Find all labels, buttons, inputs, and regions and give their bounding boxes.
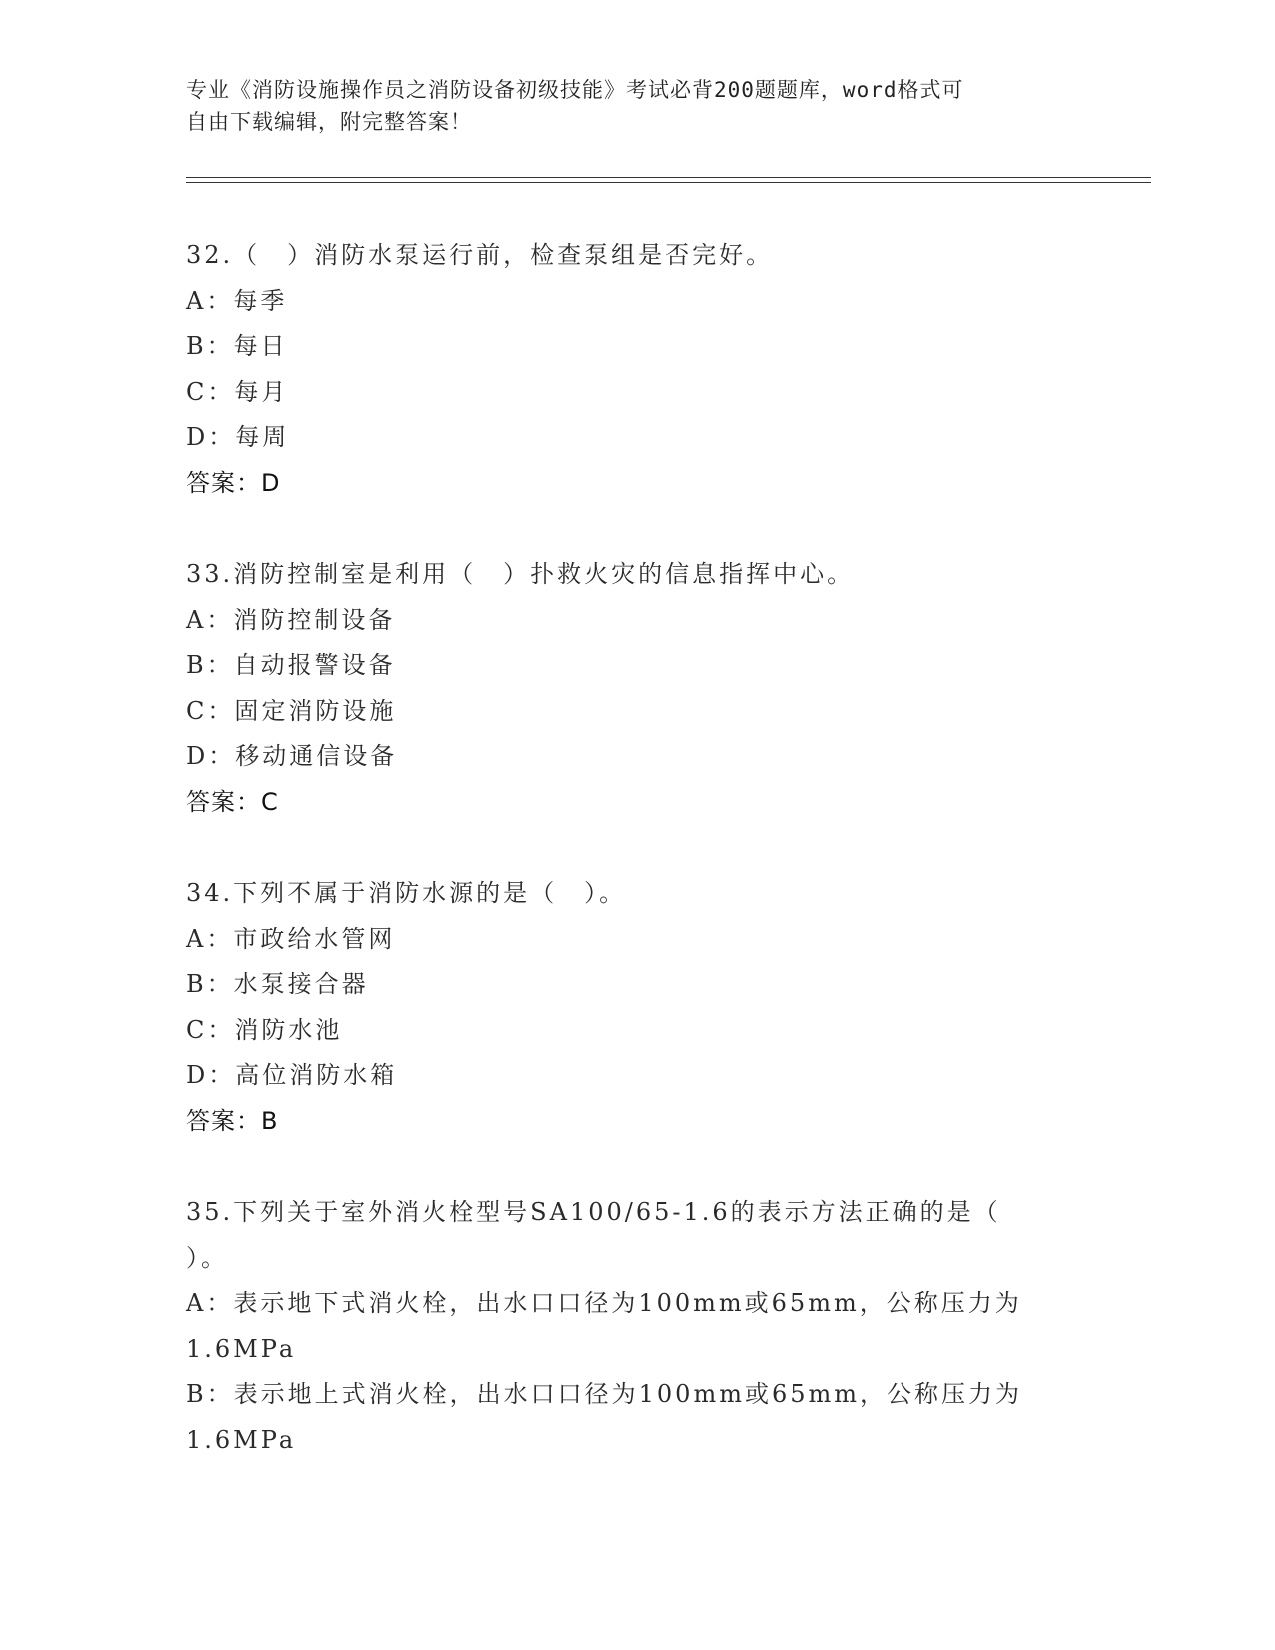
question-32 bbox=[186, 233, 1086, 506]
question-35 bbox=[186, 1190, 1086, 1463]
option-b: B：每日 bbox=[186, 332, 288, 360]
option-c: C：每月 bbox=[186, 377, 289, 406]
question-stem: 32.（ ）消防水泵运行前，检查泵组是否完好。 bbox=[186, 241, 774, 269]
option-c: C：消防水池 bbox=[186, 1015, 343, 1044]
answer: 答案：D bbox=[186, 468, 281, 497]
option-d: D：每周 bbox=[186, 423, 290, 451]
header-divider-bottom bbox=[186, 182, 1151, 183]
question-stem: 33.消防控制室是利用（ ）扑救火灾的信息指挥中心。 bbox=[186, 560, 855, 588]
option-b: B：自动报警设备 bbox=[186, 651, 396, 679]
question-stem-line-1: 35.下列关于室外消火栓型号SA100/65-1.6的表示方法正确的是（ bbox=[186, 1198, 1001, 1226]
option-a: A：表示地下式消火栓，出水口口径为100mm或65mm，公称压力为 bbox=[186, 1289, 1022, 1317]
option-a: A：消防控制设备 bbox=[186, 605, 396, 634]
answer: 答案：C bbox=[186, 787, 279, 816]
header-line-2: 自由下载编辑，附完整答案！ bbox=[186, 110, 472, 134]
option-a: A：市政给水管网 bbox=[186, 924, 396, 953]
question-34 bbox=[186, 871, 1086, 1144]
question-stem-line-2: ）。 bbox=[186, 1243, 228, 1272]
answer: 答案：B bbox=[186, 1106, 279, 1135]
option-a-continued: 1.6MPa bbox=[186, 1334, 297, 1363]
option-b: B：表示地上式消火栓，出水口口径为100mm或65mm，公称压力为 bbox=[186, 1380, 1023, 1408]
question-33 bbox=[186, 552, 1086, 825]
option-b-continued: 1.6MPa bbox=[186, 1425, 297, 1454]
document-header bbox=[186, 74, 1086, 138]
header-line-1: 专业《消防设施操作员之消防设备初级技能》考试必背200题题库，word格式可 bbox=[186, 78, 964, 102]
option-d: D：高位消防水箱 bbox=[186, 1061, 398, 1089]
option-a: A：每季 bbox=[186, 286, 288, 315]
option-d: D：移动通信设备 bbox=[186, 742, 398, 770]
option-c: C：固定消防设施 bbox=[186, 696, 397, 725]
option-b: B：水泵接合器 bbox=[186, 970, 369, 998]
header-divider-top bbox=[186, 177, 1151, 178]
question-stem: 34.下列不属于消防水源的是（ ）。 bbox=[186, 879, 627, 907]
